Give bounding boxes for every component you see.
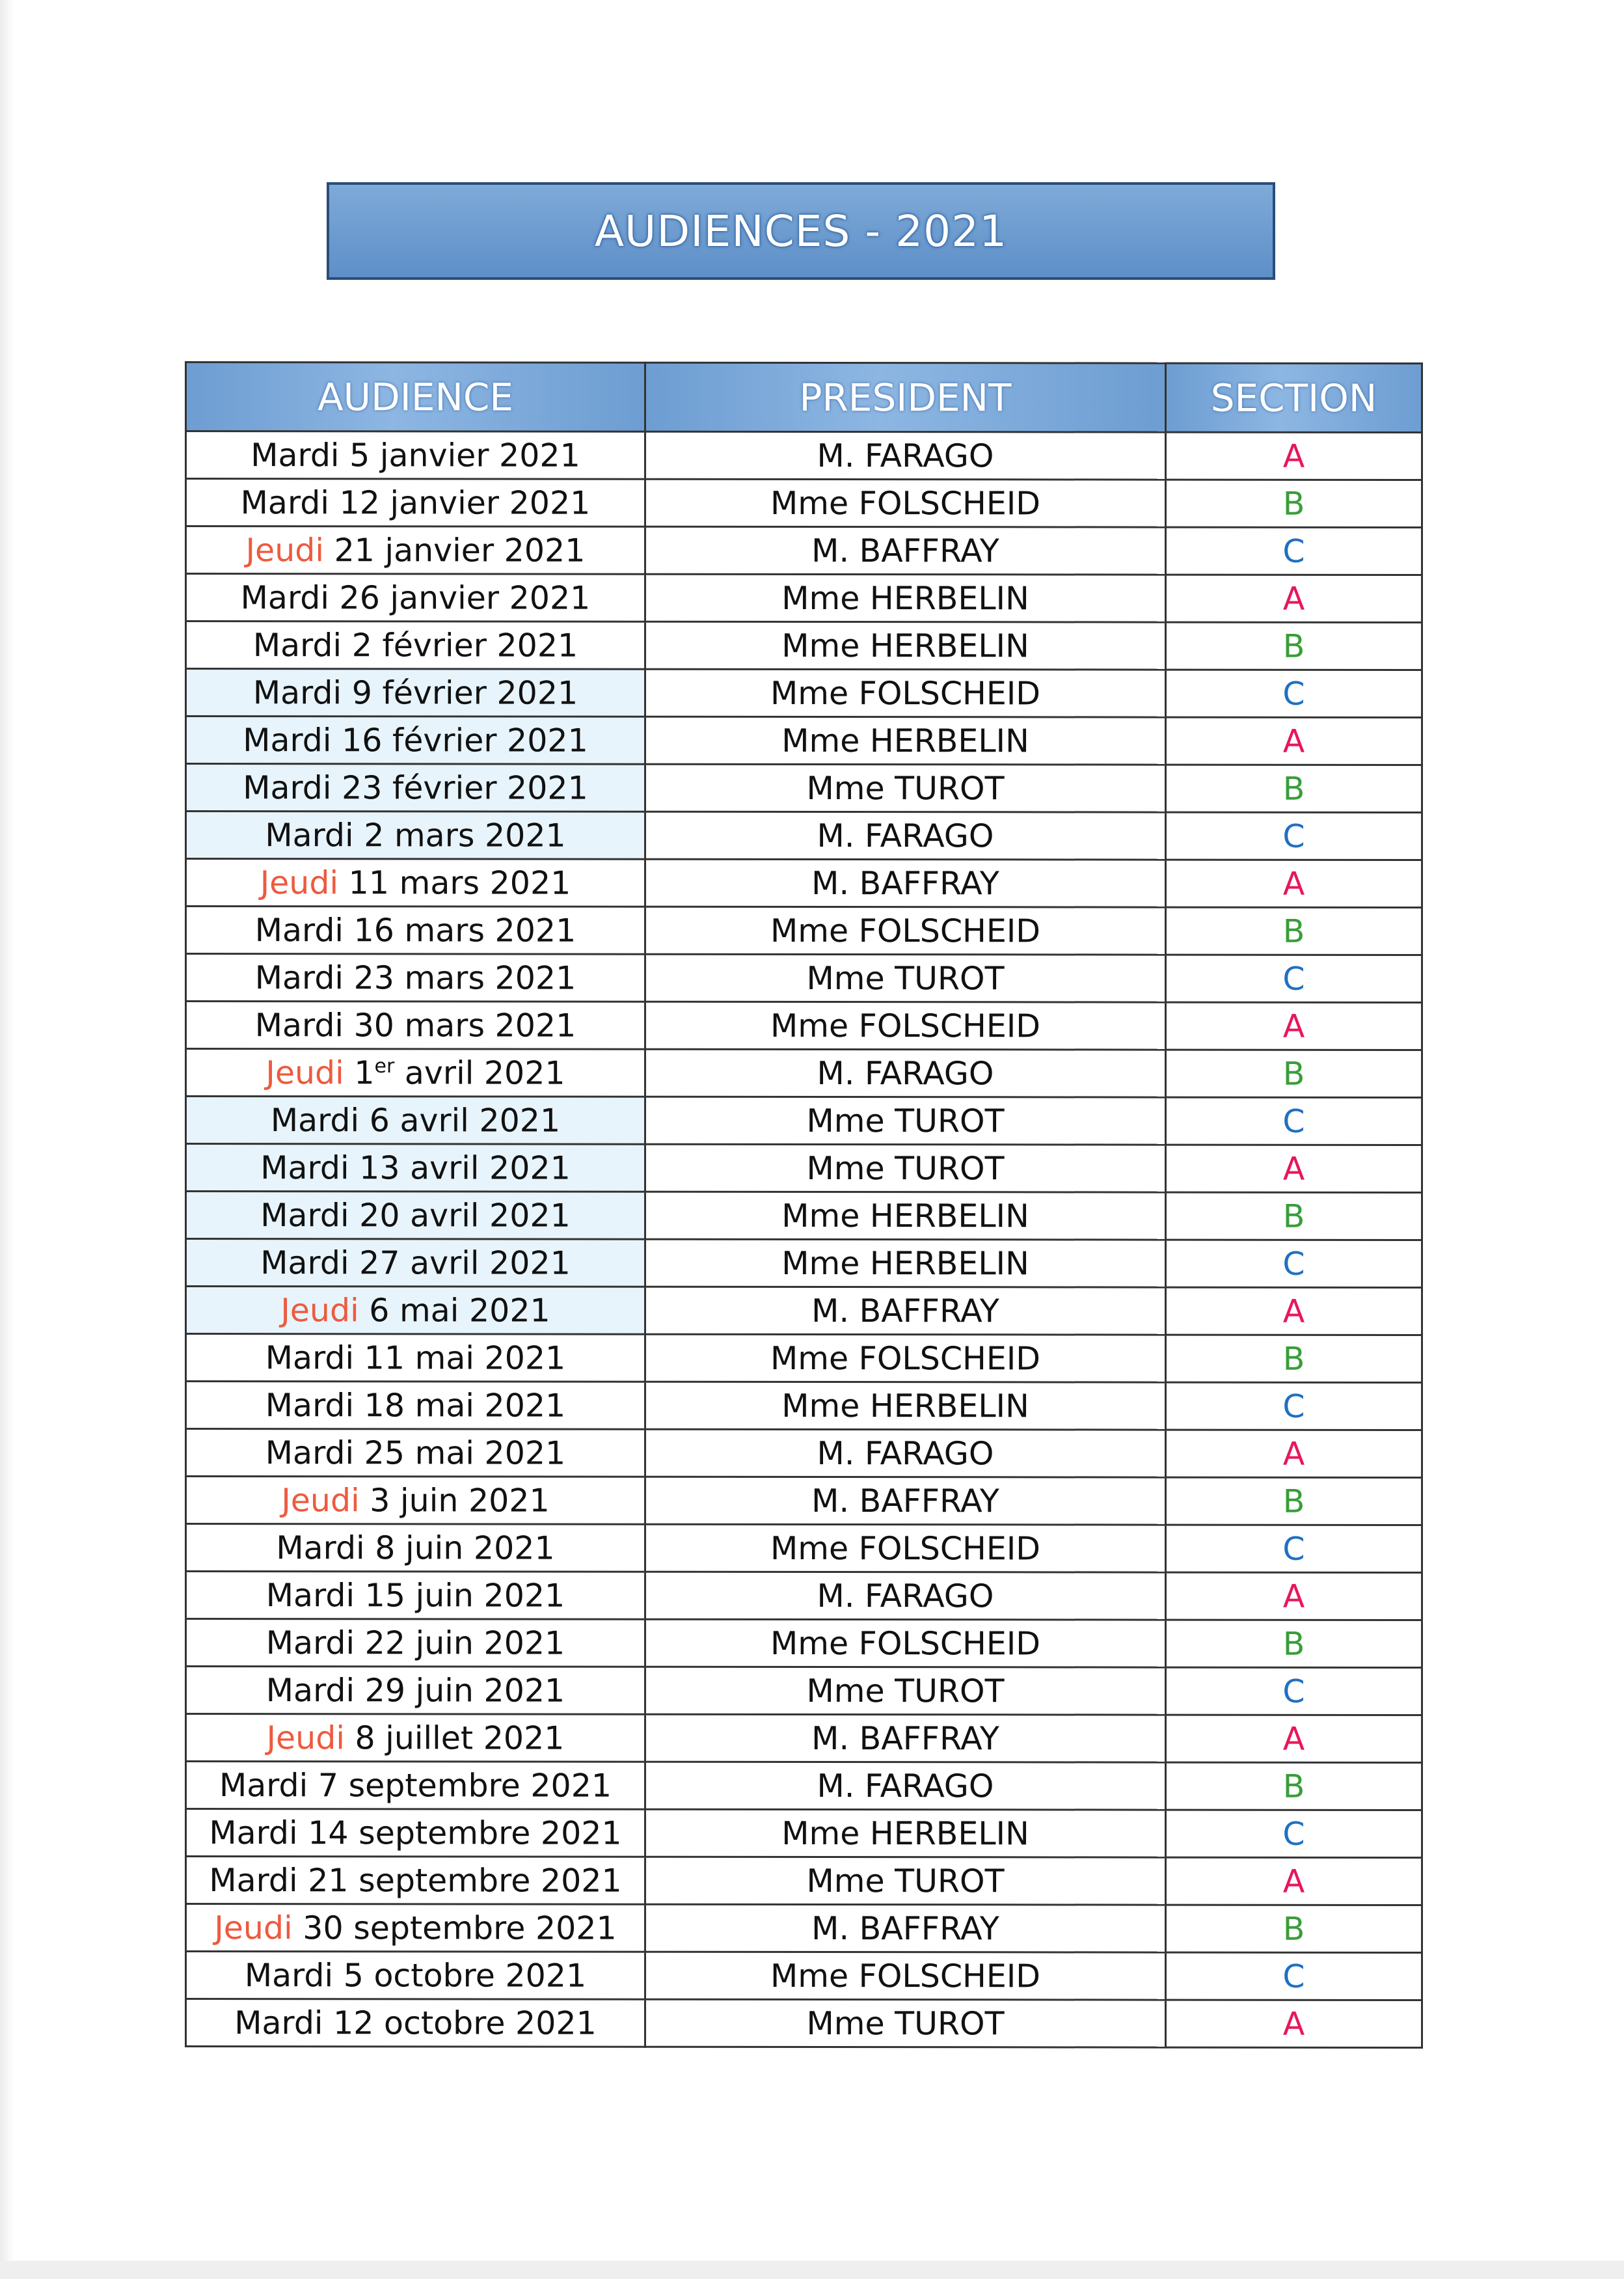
president-cell: M. FARAGO <box>645 812 1166 860</box>
section-cell: A <box>1166 1715 1422 1762</box>
audience-date: 16 février 2021 <box>342 721 588 759</box>
column-header-president: PRESIDENT <box>645 362 1166 432</box>
section-cell: C <box>1166 1525 1422 1572</box>
section-cell: B <box>1166 1192 1422 1240</box>
section-cell: A <box>1166 2000 1422 2047</box>
president-cell: Mme FOLSCHEID <box>645 479 1166 527</box>
weekday: Mardi <box>243 769 332 806</box>
section-cell: B <box>1166 480 1422 527</box>
president-cell: M. FARAGO <box>645 1572 1166 1620</box>
weekday: Mardi <box>209 1814 298 1851</box>
audience-date: 21 septembre 2021 <box>308 1861 622 1900</box>
weekday: Mardi <box>252 674 342 711</box>
column-header-section: SECTION <box>1166 363 1422 432</box>
section-cell: C <box>1166 955 1422 1002</box>
section-cell: B <box>1166 1620 1422 1667</box>
weekday: Mardi <box>240 484 329 521</box>
table-row <box>186 1002 1422 1050</box>
section-cell: A <box>1166 432 1422 480</box>
section-cell: B <box>1166 1905 1422 1952</box>
audience-date: 15 juin 2021 <box>364 1576 565 1615</box>
audience-date: 25 mai 2021 <box>364 1434 566 1472</box>
table-row <box>186 669 1422 718</box>
weekday: Mardi <box>243 721 332 759</box>
section-cell: C <box>1166 527 1422 575</box>
audience-date: 9 février 2021 <box>351 674 578 712</box>
audience-date: 1 <box>354 1054 375 1091</box>
table-row <box>186 1192 1422 1240</box>
president-cell: M. BAFFRAY <box>645 1287 1166 1335</box>
weekday: Mardi <box>240 579 329 616</box>
weekday: Mardi <box>254 959 344 996</box>
table-row <box>186 1857 1422 1905</box>
president-cell: Mme TUROT <box>645 1097 1166 1145</box>
audience-cell <box>186 431 645 480</box>
table-row <box>186 954 1422 1003</box>
weekday: Mardi <box>250 436 340 474</box>
president-cell: M. FARAGO <box>645 1429 1166 1477</box>
president-cell: M. BAFFRAY <box>645 526 1166 575</box>
table-row <box>186 1524 1422 1573</box>
audience-date-rest: avril 2021 <box>394 1054 565 1092</box>
audience-date: 20 avril 2021 <box>359 1196 571 1235</box>
section-cell: C <box>1166 812 1422 860</box>
weekday: Mardi <box>244 1956 334 1994</box>
weekday: Mardi <box>260 1196 349 1234</box>
audience-date: 11 mars 2021 <box>348 864 571 902</box>
table-row <box>186 1097 1422 1145</box>
table-row <box>186 1619 1422 1668</box>
table-row <box>186 1049 1422 1098</box>
audience-cell <box>186 1287 645 1335</box>
audience-cell <box>186 1097 645 1145</box>
president-cell: Mme HERBELIN <box>645 1239 1166 1287</box>
schedule-table-wrapper <box>185 361 1421 2049</box>
section-cell: A <box>1166 860 1422 907</box>
weekday: Mardi <box>254 911 344 949</box>
president-cell: M. BAFFRAY <box>645 859 1166 907</box>
audience-cell <box>186 526 645 575</box>
audience-cell <box>186 1904 645 1952</box>
president-cell: Mme HERBELIN <box>645 621 1166 670</box>
president-cell: Mme FOLSCHEID <box>645 907 1166 955</box>
president-cell: M. FARAGO <box>645 1049 1166 1097</box>
audience-date: 22 juin 2021 <box>364 1624 565 1662</box>
audience-date: 3 juin 2021 <box>370 1481 550 1520</box>
weekday: Mardi <box>265 1386 355 1424</box>
audience-cell <box>186 479 645 527</box>
president-cell: M. BAFFRAY <box>645 1714 1166 1762</box>
president-cell: Mme FOLSCHEID <box>645 1952 1166 2000</box>
section-cell: A <box>1166 1857 1422 1905</box>
audience-date: 11 mai 2021 <box>364 1339 566 1377</box>
audience-date: 21 janvier 2021 <box>334 531 586 569</box>
ordinal-suffix: er <box>374 1054 395 1078</box>
weekday: Mardi <box>254 1006 344 1044</box>
section-cell: C <box>1166 1810 1422 1857</box>
audience-cell <box>186 574 645 622</box>
president-cell: Mme TUROT <box>645 1144 1166 1192</box>
audience-cell <box>186 1762 645 1810</box>
audience-date: 30 septembre 2021 <box>303 1909 617 1947</box>
president-cell: Mme FOLSCHEID <box>645 1002 1166 1050</box>
weekday: Mardi <box>219 1766 308 1804</box>
audience-date: 23 mars 2021 <box>353 959 576 997</box>
table-body <box>186 431 1422 2048</box>
weekday: Mardi <box>265 1576 355 1614</box>
schedule-table <box>185 361 1423 2049</box>
weekday: Jeudi <box>281 1481 360 1519</box>
audience-cell <box>186 1002 645 1050</box>
president-cell: M. BAFFRAY <box>645 1904 1166 1952</box>
section-cell: B <box>1166 765 1422 812</box>
weekday: Mardi <box>260 1244 349 1281</box>
weekday: Jeudi <box>265 1054 344 1091</box>
audience-date: 12 janvier 2021 <box>339 484 591 522</box>
audience-date: 8 juin 2021 <box>375 1529 555 1567</box>
audience-date: 6 mai 2021 <box>369 1291 550 1330</box>
president-cell: Mme HERBELIN <box>645 1809 1166 1857</box>
table-row <box>186 1952 1422 2000</box>
audience-cell <box>186 1524 645 1572</box>
table-row <box>186 1904 1422 1953</box>
section-cell: B <box>1166 1335 1422 1382</box>
audience-cell <box>186 1239 645 1287</box>
president-cell: Mme HERBELIN <box>645 1192 1166 1240</box>
table-row <box>186 1572 1422 1620</box>
table-row <box>186 1382 1422 1430</box>
president-cell: M. FARAGO <box>645 1762 1166 1810</box>
audience-cell <box>186 1952 645 2000</box>
weekday: Mardi <box>265 1339 355 1376</box>
audience-cell <box>186 1429 645 1477</box>
table-row <box>186 1999 1422 2048</box>
audience-cell <box>186 1572 645 1620</box>
section-cell: B <box>1166 1762 1422 1810</box>
section-cell: C <box>1166 1097 1422 1145</box>
president-cell: M. FARAGO <box>645 431 1166 480</box>
header-row <box>186 362 1422 433</box>
president-cell: Mme TUROT <box>645 764 1166 812</box>
weekday: Mardi <box>265 1624 355 1661</box>
table-row <box>186 1667 1422 1715</box>
table-row <box>186 907 1422 955</box>
audience-date: 6 avril 2021 <box>369 1101 561 1140</box>
audience-date: 26 janvier 2021 <box>339 579 591 617</box>
weekday: Mardi <box>260 1149 349 1186</box>
president-cell: Mme FOLSCHEID <box>645 1524 1166 1572</box>
audience-date: 30 mars 2021 <box>353 1006 576 1044</box>
weekday: Jeudi <box>260 864 339 901</box>
table-row <box>186 1809 1422 1858</box>
table-row <box>186 526 1422 575</box>
weekday: Mardi <box>265 1434 355 1471</box>
section-cell: A <box>1166 1002 1422 1050</box>
audience-cell <box>186 1382 645 1430</box>
section-cell: A <box>1166 1287 1422 1335</box>
audience-date: 13 avril 2021 <box>359 1149 571 1187</box>
president-cell: Mme HERBELIN <box>645 574 1166 622</box>
audience-date: 18 mai 2021 <box>364 1386 566 1425</box>
president-cell: Mme HERBELIN <box>645 716 1166 765</box>
table-row <box>186 1762 1422 1810</box>
column-header-audience: AUDIENCE <box>186 362 645 432</box>
audience-cell <box>186 1192 645 1240</box>
audience-date: 29 juin 2021 <box>364 1671 565 1710</box>
table-row <box>186 1714 1422 1763</box>
president-cell: Mme FOLSCHEID <box>645 1619 1166 1667</box>
page-edge <box>0 0 14 2279</box>
audience-date: 23 février 2021 <box>342 769 588 807</box>
section-cell: C <box>1166 1382 1422 1430</box>
section-cell: A <box>1166 1572 1422 1620</box>
audience-cell <box>186 1857 645 1905</box>
president-cell: Mme HERBELIN <box>645 1382 1166 1430</box>
audience-cell <box>186 1999 645 2047</box>
section-cell: C <box>1166 1667 1422 1715</box>
audience-cell <box>186 764 645 812</box>
audience-date: 2 mars 2021 <box>364 816 566 854</box>
section-cell: C <box>1166 1952 1422 2000</box>
weekday: Jeudi <box>214 1909 293 1946</box>
president-cell: Mme TUROT <box>645 1667 1166 1715</box>
page-title: AUDIENCES - 2021 <box>594 206 1008 256</box>
audience-date: 12 octobre 2021 <box>333 2004 597 2042</box>
section-cell: B <box>1166 907 1422 955</box>
table-row <box>186 574 1422 623</box>
table-row <box>186 621 1422 670</box>
audience-cell <box>186 1714 645 1762</box>
president-cell: Mme TUROT <box>645 1857 1166 1905</box>
table-row <box>186 1287 1422 1335</box>
table-row <box>186 859 1422 908</box>
president-cell: Mme FOLSCHEID <box>645 669 1166 717</box>
weekday: Jeudi <box>280 1291 359 1329</box>
audience-date: 5 janvier 2021 <box>349 436 580 474</box>
weekday: Jeudi <box>266 1719 345 1756</box>
weekday: Mardi <box>270 1101 360 1139</box>
weekday: Mardi <box>265 816 354 854</box>
table-row <box>186 1429 1422 1478</box>
weekday: Jeudi <box>245 531 324 569</box>
table-row <box>186 1477 1422 1525</box>
audience-date: 7 septembre 2021 <box>318 1766 612 1805</box>
table-row <box>186 764 1422 813</box>
section-cell: B <box>1166 622 1422 670</box>
president-cell: M. BAFFRAY <box>645 1477 1166 1525</box>
audience-cell <box>186 1477 645 1525</box>
audience-date: 16 mars 2021 <box>353 911 576 949</box>
section-cell: C <box>1166 1240 1422 1287</box>
table-row <box>186 479 1422 528</box>
audience-cell <box>186 812 645 860</box>
audience-cell <box>186 859 645 907</box>
table-row <box>186 431 1422 480</box>
audience-cell <box>186 1809 645 1857</box>
president-cell: Mme FOLSCHEID <box>645 1334 1166 1382</box>
section-cell: B <box>1166 1477 1422 1525</box>
table-row <box>186 1144 1422 1193</box>
weekday: Mardi <box>265 1671 355 1709</box>
title-banner <box>327 182 1275 280</box>
weekday: Mardi <box>276 1529 365 1566</box>
audience-date: 5 octobre 2021 <box>343 1956 587 1995</box>
weekday: Mardi <box>234 2004 323 2041</box>
audience-cell <box>186 1049 645 1097</box>
audience-cell <box>186 669 645 717</box>
section-cell: B <box>1166 1050 1422 1097</box>
section-cell: A <box>1166 575 1422 622</box>
table-row <box>186 716 1422 765</box>
audience-cell <box>186 907 645 955</box>
scan-bottom-edge <box>0 2261 1624 2279</box>
audience-cell <box>186 1667 645 1715</box>
section-cell: C <box>1166 670 1422 717</box>
section-cell: A <box>1166 1430 1422 1477</box>
audience-cell <box>186 1334 645 1382</box>
audience-date: 2 février 2021 <box>351 626 578 664</box>
president-cell: Mme TUROT <box>645 1999 1166 2047</box>
audience-cell <box>186 716 645 765</box>
audience-date: 14 septembre 2021 <box>308 1814 622 1852</box>
audience-date: 27 avril 2021 <box>359 1244 571 1282</box>
audience-cell <box>186 954 645 1002</box>
section-cell: A <box>1166 1145 1422 1192</box>
weekday: Mardi <box>209 1861 298 1899</box>
president-cell: Mme TUROT <box>645 954 1166 1002</box>
audience-date: 8 juillet 2021 <box>355 1719 565 1757</box>
table-row <box>186 1239 1422 1288</box>
table-row <box>186 812 1422 860</box>
weekday: Mardi <box>252 626 342 664</box>
audience-cell <box>186 1619 645 1667</box>
table-row <box>186 1334 1422 1383</box>
section-cell: A <box>1166 717 1422 765</box>
audience-cell <box>186 1144 645 1192</box>
audience-cell <box>186 621 645 670</box>
